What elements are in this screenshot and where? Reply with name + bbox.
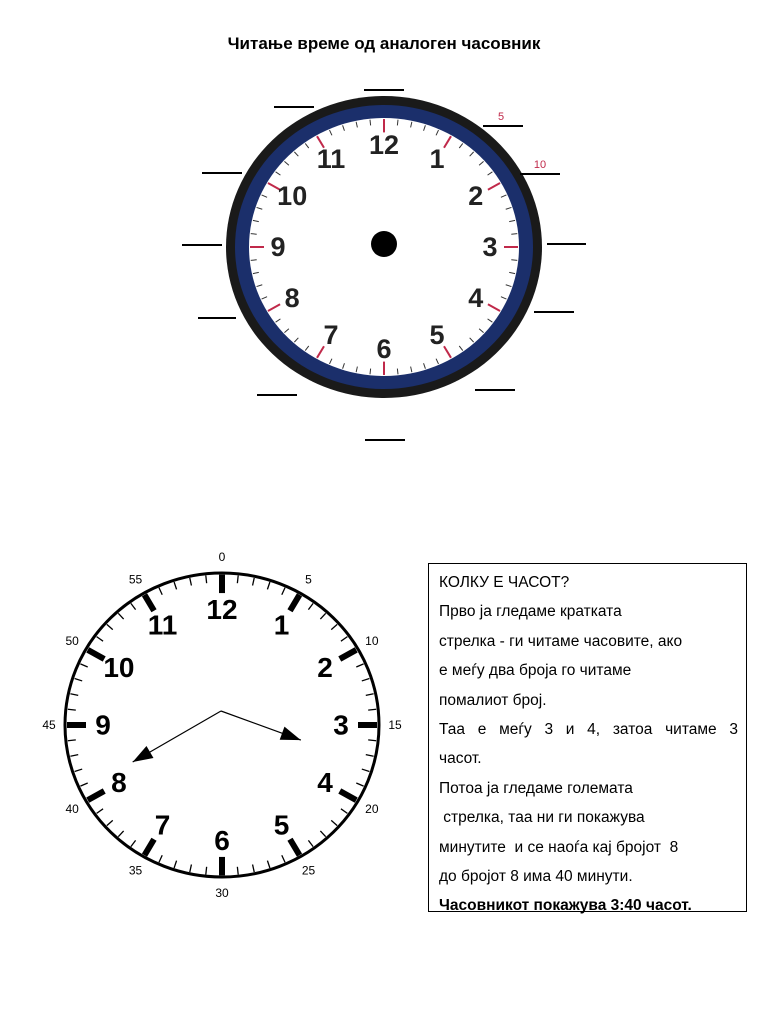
- minute-tick: [251, 260, 257, 261]
- explanation-line: Прво ја гледаме кратката: [439, 603, 622, 621]
- hour-number: 2: [317, 651, 333, 683]
- explanation-line: Потоа ја гледаме големата: [439, 779, 633, 797]
- minute-label: 0: [218, 550, 226, 565]
- hour-number: 7: [323, 320, 339, 351]
- minute-hint-label: 5: [497, 111, 505, 123]
- minute-label: 25: [301, 863, 316, 878]
- minute-label: 10: [365, 634, 379, 649]
- minute-tick: [368, 740, 376, 741]
- minute-tick: [206, 575, 207, 583]
- minute-tick: [68, 740, 76, 741]
- hour-number: 12: [368, 130, 400, 161]
- hour-number: 11: [316, 143, 346, 174]
- minute-tick: [370, 120, 371, 126]
- example-clock: [0, 540, 420, 910]
- explanation-line: минутите и се наоѓа кај бројот 8: [439, 838, 679, 856]
- hour-number: 12: [206, 594, 238, 626]
- hour-number: 10: [277, 181, 308, 212]
- hour-number: 5: [429, 320, 445, 351]
- explanation-line: стрелка, таа ни ги покажува: [439, 809, 645, 827]
- hour-number: 4: [317, 767, 333, 799]
- minute-label: 20: [365, 801, 379, 816]
- hour-number: 2: [468, 181, 484, 212]
- hour-number: 8: [111, 767, 127, 799]
- hour-number: 9: [95, 709, 111, 741]
- center-dot: [371, 231, 397, 257]
- minute-tick: [206, 867, 207, 875]
- hour-number: 7: [154, 809, 171, 841]
- hour-number: 6: [214, 824, 230, 856]
- hour-number: 3: [482, 232, 498, 262]
- minute-tick: [397, 369, 398, 375]
- minute-label: 35: [128, 863, 143, 878]
- hour-number: 11: [147, 609, 178, 641]
- minute-tick: [511, 234, 517, 235]
- minute-label: 50: [65, 634, 79, 649]
- page-title: Читање време од аналоген часовник: [227, 34, 541, 53]
- minute-tick: [237, 575, 238, 583]
- hour-number: 6: [376, 333, 392, 364]
- hour-number: 1: [273, 609, 290, 641]
- minute-label: 15: [388, 718, 402, 732]
- explanation-line: до бројот 8 има 40 минути.: [439, 867, 633, 885]
- explanation-line: е меѓу два броја го читаме: [439, 662, 632, 680]
- explanation-conclusion: Часовникот покажува 3:40 часот.: [439, 897, 692, 915]
- minute-tick: [237, 867, 238, 875]
- hour-number: 10: [103, 651, 135, 683]
- minute-tick: [368, 709, 376, 710]
- minute-tick: [68, 709, 76, 710]
- minute-label: 45: [42, 718, 56, 732]
- hour-number: 8: [284, 282, 300, 313]
- minute-label: 5: [305, 572, 312, 587]
- explanation-box: [428, 563, 747, 915]
- minute-tick: [397, 120, 398, 126]
- hour-number: 4: [468, 282, 484, 313]
- hour-number: 5: [273, 809, 290, 841]
- explanation-line: Таа е меѓу 3 и 4, затоа читаме 3: [439, 720, 738, 738]
- exercise-clock: [0, 0, 768, 460]
- explanation-line: помалиот број.: [439, 691, 547, 709]
- hour-number: 1: [429, 143, 445, 174]
- explanation-heading: КОЛКУ Е ЧАСОТ?: [439, 574, 570, 591]
- hour-number: 3: [333, 709, 349, 741]
- minute-label: 55: [128, 572, 143, 587]
- minute-label: 30: [215, 885, 229, 900]
- minute-tick: [251, 234, 257, 235]
- minute-label: 40: [65, 801, 79, 816]
- minute-tick: [370, 369, 371, 375]
- minute-tick: [511, 260, 517, 261]
- hour-number: 9: [270, 232, 286, 262]
- minute-hint-label: 10: [533, 159, 547, 171]
- explanation-line: часот.: [439, 750, 482, 768]
- explanation-line: стрелка - ги читаме часовите, ако: [439, 632, 683, 650]
